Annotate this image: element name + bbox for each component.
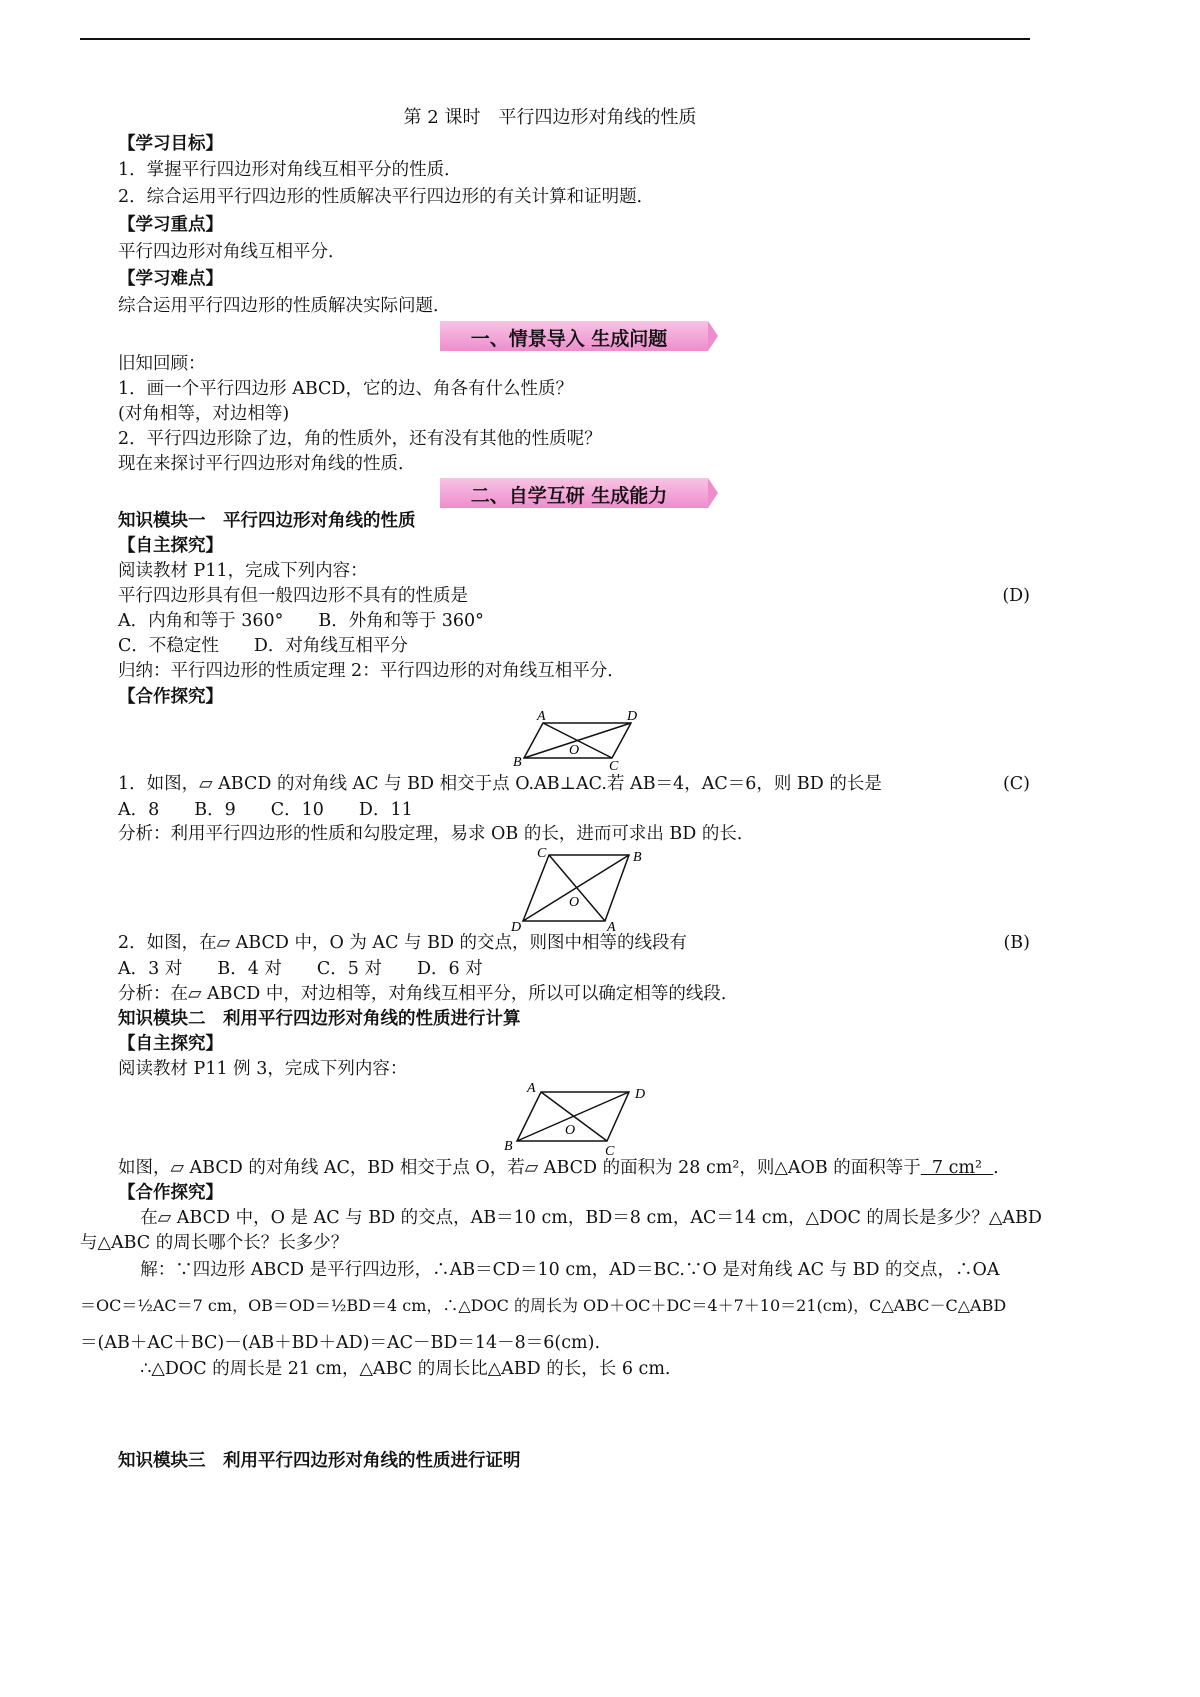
- page-title: 第 2 课时 平行四边形对角线的性质: [403, 107, 697, 128]
- goal-item: 1．掌握平行四边形对角线互相平分的性质．: [118, 160, 462, 180]
- solution-line: ＝OC＝½AC＝7 cm，OB＝OD＝½BD＝4 cm，∴△DOC 的周长为 OD＋OC＋DC＝4＋7＋10＝21(cm)，C△ABC－C△ABD: [80, 1296, 1007, 1315]
- self-study-heading: 【自主探究】: [118, 1034, 223, 1054]
- goal-item: 2．综合运用平行四边形的性质解决平行四边形的有关计算和证明题．: [118, 187, 655, 207]
- module2-title: 知识模块二 利用平行四边形对角线的性质进行计算: [118, 1009, 521, 1029]
- vertex-label: D: [635, 1087, 646, 1102]
- problem-line: 在▱ ABCD 中，O 是 AC 与 BD 的交点，AB＝10 cm，BD＝8 cm，AC＝14 cm，△DOC 的周长是多少？△ABD: [140, 1208, 1042, 1228]
- example-1-analysis: 分析：利用平行四边形的性质和勾股定理，易求 OB 的长，进而可求出 BD 的长．: [118, 824, 755, 844]
- coop-heading: 【合作探究】: [118, 687, 223, 707]
- question-answer: (D): [1002, 586, 1030, 606]
- example-2-answer: (B): [1003, 933, 1030, 953]
- example-1: 1．如图，▱ ABCD 的对角线 AC 与 BD 相交于点 O.AB⊥AC.若 AB＝4，AC＝6，则 BD 的长是: [118, 774, 882, 794]
- read-instruction: 阅读教材 P11，完成下列内容：: [118, 561, 368, 581]
- example-1-options: A．8 B．9 C．10 D．11: [118, 800, 413, 820]
- coop-heading: 【合作探究】: [118, 1183, 223, 1203]
- module3-title: 知识模块三 利用平行四边形对角线的性质进行证明: [118, 1451, 521, 1471]
- vertex-label: O: [565, 1123, 576, 1138]
- review-label: 旧知回顾：: [118, 354, 206, 374]
- question: 平行四边形具有但一般四边形不具有的性质是: [118, 586, 468, 606]
- review-q1: 1．画一个平行四边形 ABCD，它的边、角各有什么性质？: [118, 379, 573, 399]
- solution-line: ＝(AB＋AC＋BC)－(AB＋BD＋AD)＝AC－BD＝14－8＝6(cm).: [80, 1333, 601, 1353]
- read-instruction: 阅读教材 P11 例 3，完成下列内容：: [118, 1059, 408, 1079]
- options: A．内角和等于 360° B．外角和等于 360°: [118, 611, 484, 631]
- vertex-label: C: [605, 1144, 615, 1158]
- vertex-label: O: [569, 743, 580, 758]
- vertex-label: O: [569, 895, 580, 910]
- example-2-analysis: 分析：在▱ ABCD 中，对边相等，对角线互相平分，所以可以确定相等的线段．: [118, 984, 739, 1004]
- difficulty-text: 综合运用平行四边形的性质解决实际问题．: [118, 296, 451, 316]
- parallelogram-figure-3: [495, 1078, 655, 1158]
- vertex-label: B: [513, 755, 522, 770]
- vertex-label: A: [527, 1081, 536, 1096]
- vertex-label: B: [633, 850, 642, 865]
- section2-banner: 二、自学互研 生成能力: [440, 478, 708, 508]
- summary: 归纳：平行四边形的性质定理 2：平行四边形的对角线互相平分．: [118, 661, 625, 681]
- review-a1: (对角相等，对边相等): [118, 404, 290, 424]
- review-intro: 现在来探讨平行四边形对角线的性质．: [118, 454, 416, 474]
- vertex-label: A: [537, 709, 546, 724]
- solution-line: 解：∵四边形 ABCD 是平行四边形，∴AB＝CD＝10 cm，AD＝BC.∵O 是对角线 AC 与 BD 的交点，∴OA: [140, 1260, 1000, 1280]
- fill-question: 如图，▱ ABCD 的对角线 AC，BD 相交于点 O，若▱ ABCD 的面积为 28 cm²，则△AOB 的面积等于 7 cm² .: [118, 1158, 999, 1178]
- problem-line: 与△ABC 的周长哪个长？长多少？: [80, 1233, 349, 1253]
- vertex-label: D: [627, 709, 638, 724]
- vertex-label: C: [609, 759, 619, 770]
- review-q2: 2．平行四边形除了边，角的性质外，还有没有其他的性质呢？: [118, 429, 602, 449]
- self-study-heading: 【自主探究】: [118, 536, 223, 556]
- options: C．不稳定性 D．对角线互相平分: [118, 636, 408, 656]
- parallelogram-figure-2: [505, 843, 655, 935]
- section1-banner: 一、情景导入 生成问题: [440, 321, 708, 351]
- example-2: 2．如图，在▱ ABCD 中，O 为 AC 与 BD 的交点，则图中相等的线段有: [118, 933, 688, 953]
- focus-text: 平行四边形对角线互相平分．: [118, 242, 346, 262]
- fill-answer: 7 cm²: [931, 1158, 983, 1178]
- vertex-label: A: [607, 920, 616, 935]
- module1-title: 知识模块一 平行四边形对角线的性质: [118, 511, 416, 531]
- parallelogram-figure-1: [505, 708, 645, 770]
- goals-heading: 【学习目标】: [118, 134, 223, 154]
- solution-line: ∴△DOC 的周长是 21 cm，△ABC 的周长比△ABD 的长，长 6 cm.: [140, 1359, 671, 1379]
- difficulty-heading: 【学习难点】: [118, 269, 223, 289]
- vertex-label: D: [511, 920, 522, 935]
- vertex-label: B: [504, 1139, 513, 1154]
- example-2-options: A．3 对 B．4 对 C．5 对 D．6 对: [118, 959, 483, 979]
- focus-heading: 【学习重点】: [118, 215, 223, 235]
- example-1-answer: (C): [1002, 774, 1030, 794]
- vertex-label: C: [537, 846, 547, 861]
- header-rule: [80, 38, 1030, 40]
